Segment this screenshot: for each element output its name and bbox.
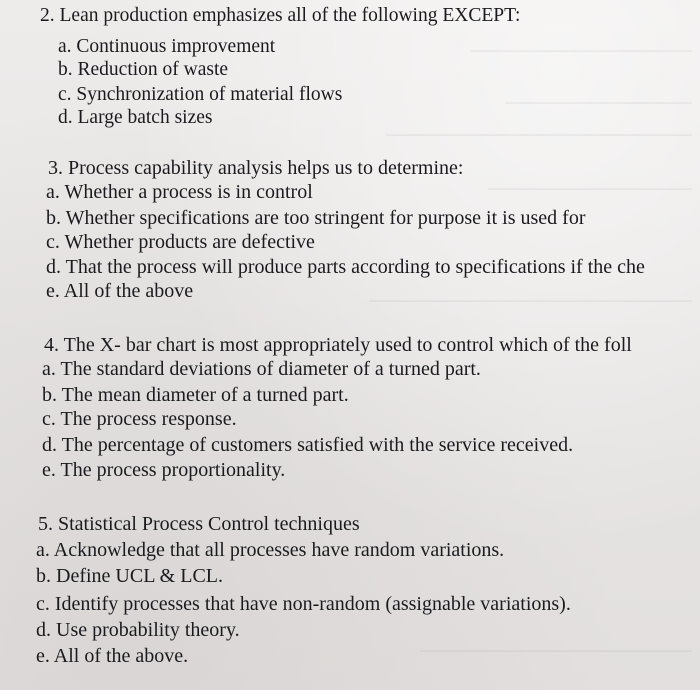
- question-4-option-b: b. The mean diameter of a turned part.: [42, 384, 349, 406]
- question-4-option-a: a. The standard deviations of diameter of a turned part.: [42, 358, 481, 380]
- question-3-option-e: e. All of the above: [46, 280, 194, 302]
- question-5-option-a: a. Acknowledge that all processes have random variations.: [36, 539, 505, 561]
- question-5-option-e: e. All of the above.: [36, 645, 189, 667]
- question-4-option-c: c. The process response.: [42, 408, 237, 430]
- question-3-option-d: d. That the process will produce parts according to specifications if the che: [46, 256, 645, 278]
- question-2-option-d: d. Large batch sizes: [58, 107, 213, 128]
- question-5-option-b: b. Define UCL & LCL.: [36, 565, 224, 587]
- scanned-page: ————————————— ——————————— —————————————————— ———————————— ——————————————————— ———————————————— 2. Lean production emphasizes all of the following EXCEPT: a. Continuous improvement b. Reduction of waste c. Synchronization of material flows d. Large batch sizes 3. Process capability analysis helps us to determine: a. Whether a process is in control b. Whether specifications are too stringent for purpose it is used for c. Whether products are defective d. That the process will produce parts according to specifications if the che e. All of the above 4. The X- bar chart is most appropriately used to control which of the foll a. The standard deviations of diameter of a turned part. b. The mean diameter of a turned part. c. The process response. d. The percentage of customers satisfied with the service received. e. The process proportionality. 5. Statistical Process Control techniques a. Acknowledge that all processes have random variations. b. Define UCL & LCL. c. Identify processes that have non-random (assignable variations). d. Use probability theory. e. All of the above.: [0, 0, 700, 690]
- question-3-option-c: c. Whether products are defective: [46, 231, 315, 253]
- question-3-stem: 3. Process capability analysis helps us to determine:: [48, 157, 464, 179]
- question-2-option-b: b. Reduction of waste: [58, 59, 229, 80]
- question-2-option-c: c. Synchronization of material flows: [58, 84, 343, 105]
- question-4-option-d: d. The percentage of customers satisfied with the service received.: [42, 434, 574, 456]
- question-2-stem: 2. Lean production emphasizes all of the following EXCEPT:: [40, 5, 521, 26]
- question-5-stem: 5. Statistical Process Control techniques: [38, 513, 360, 535]
- question-5-option-d: d. Use probability theory.: [36, 619, 240, 641]
- question-3-option-b: b. Whether specifications are too stringent for purpose it is used for: [46, 207, 586, 229]
- question-3-option-a: a. Whether a process is in control: [46, 181, 313, 203]
- question-2-option-a: a. Continuous improvement: [58, 36, 276, 57]
- question-4-option-e: e. The process proportionality.: [42, 459, 286, 481]
- question-4-stem: 4. The X- bar chart is most appropriately used to control which of the foll: [44, 334, 632, 356]
- question-5-option-c: c. Identify processes that have non-random (assignable variations).: [36, 593, 571, 615]
